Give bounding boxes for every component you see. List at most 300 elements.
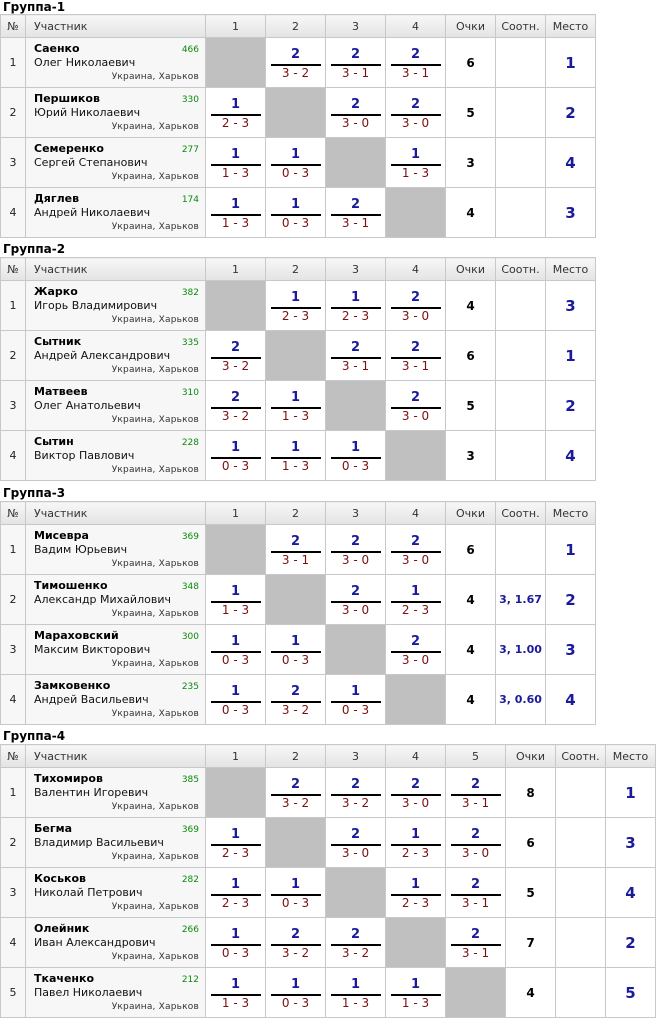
match-points: 1 — [230, 584, 241, 599]
player-rating: 174 — [181, 195, 199, 205]
points-value: 6 — [506, 818, 556, 868]
player-cell — [26, 768, 206, 818]
ratio-value — [496, 431, 546, 481]
player-last-name[interactable]: Олейник — [34, 922, 90, 935]
self-match-cell — [206, 768, 266, 818]
self-match-cell — [206, 38, 266, 88]
row-number: 1 — [1, 38, 26, 88]
self-match-cell — [326, 625, 386, 675]
player-location: Украина, Харьков — [111, 852, 199, 862]
match-points: 2 — [350, 197, 361, 212]
match-result[interactable] — [266, 431, 326, 481]
player-last-name[interactable]: Тимошенко — [34, 579, 108, 592]
place-value: 1 — [546, 38, 596, 88]
header-ratio: Соотн. — [496, 502, 546, 525]
match-score: 3 - 1 — [401, 359, 430, 373]
row-number: 3 — [1, 138, 26, 188]
player-cell — [26, 138, 206, 188]
player-last-name[interactable]: Сытник — [34, 335, 82, 348]
ratio-value: 3, 1.67 — [496, 575, 546, 625]
header-opponent-col: 3 — [326, 502, 386, 525]
player-location: Украина, Харьков — [111, 465, 199, 475]
match-score: 3 - 2 — [281, 946, 310, 960]
match-score: 3 - 0 — [401, 409, 430, 423]
match-result[interactable] — [386, 331, 446, 381]
player-location: Украина, Харьков — [111, 72, 199, 82]
place-value: 2 — [606, 918, 656, 968]
self-match-cell — [266, 818, 326, 868]
match-score: 2 - 3 — [401, 603, 430, 617]
player-last-name[interactable]: Сытин — [34, 435, 74, 448]
table-row — [1, 381, 596, 431]
match-result[interactable] — [266, 768, 326, 818]
match-score: 3 - 2 — [281, 66, 310, 80]
match-points: 2 — [410, 47, 421, 62]
match-score: 2 - 3 — [401, 846, 430, 860]
header-points: Очки — [506, 745, 556, 768]
match-points: 2 — [410, 340, 421, 355]
row-number: 1 — [1, 525, 26, 575]
match-score: 3 - 1 — [341, 216, 370, 230]
match-result[interactable] — [266, 918, 326, 968]
table-header — [1, 258, 596, 281]
table-row — [1, 625, 596, 675]
header-opponent-col: 4 — [386, 15, 446, 38]
player-location: Украина, Харьков — [111, 802, 199, 812]
match-points: 2 — [410, 290, 421, 305]
row-number: 5 — [1, 968, 26, 1018]
match-result[interactable] — [326, 918, 386, 968]
table-row — [1, 768, 656, 818]
points-value: 4 — [446, 575, 496, 625]
player-last-name[interactable]: Саенко — [34, 42, 80, 55]
match-result[interactable] — [386, 818, 446, 868]
match-score: 1 - 3 — [221, 166, 250, 180]
match-score: 3 - 1 — [461, 896, 490, 910]
match-points: 1 — [410, 977, 421, 992]
table-row — [1, 38, 596, 88]
row-number: 2 — [1, 575, 26, 625]
table-row — [1, 575, 596, 625]
match-score: 1 - 3 — [341, 996, 370, 1010]
match-score: 3 - 0 — [401, 309, 430, 323]
match-score: 3 - 0 — [341, 116, 370, 130]
match-result[interactable] — [326, 281, 386, 331]
match-result[interactable] — [386, 38, 446, 88]
table-header — [1, 15, 596, 38]
ratio-value — [496, 525, 546, 575]
player-location: Украина, Харьков — [111, 609, 199, 619]
header-participant: Участник — [26, 258, 206, 281]
row-number: 2 — [1, 88, 26, 138]
match-result[interactable] — [206, 88, 266, 138]
match-score: 1 - 3 — [281, 459, 310, 473]
ratio-value — [556, 868, 606, 918]
points-value: 5 — [446, 88, 496, 138]
match-result[interactable] — [326, 818, 386, 868]
header-place: Место — [546, 15, 596, 38]
match-result[interactable] — [326, 188, 386, 238]
match-score: 1 - 3 — [221, 216, 250, 230]
row-number: 4 — [1, 188, 26, 238]
match-score: 3 - 2 — [281, 796, 310, 810]
match-result[interactable] — [326, 431, 386, 481]
points-value: 4 — [446, 281, 496, 331]
match-points: 1 — [230, 97, 241, 112]
table-row — [1, 675, 596, 725]
self-match-cell — [446, 968, 506, 1018]
player-location: Украина, Харьков — [111, 172, 199, 182]
header-participant: Участник — [26, 502, 206, 525]
group-table — [0, 501, 596, 725]
match-points: 1 — [290, 290, 301, 305]
match-score: 3 - 0 — [341, 603, 370, 617]
header-opponent-col: 3 — [326, 745, 386, 768]
player-rating: 382 — [181, 288, 199, 298]
match-points: 1 — [350, 684, 361, 699]
table-row — [1, 818, 656, 868]
match-points: 2 — [350, 584, 361, 599]
place-value: 3 — [546, 281, 596, 331]
player-location: Украина, Харьков — [111, 122, 199, 132]
match-points: 2 — [350, 827, 361, 842]
header-opponent-col: 3 — [326, 15, 386, 38]
table-row — [1, 868, 656, 918]
place-value: 3 — [606, 818, 656, 868]
match-result[interactable] — [386, 968, 446, 1018]
table-row — [1, 431, 596, 481]
player-last-name[interactable]: Замковенко — [34, 679, 111, 692]
player-rating: 330 — [181, 95, 199, 105]
header-participant: Участник — [26, 745, 206, 768]
row-number: 1 — [1, 768, 26, 818]
player-rating: 282 — [181, 875, 199, 885]
self-match-cell — [266, 331, 326, 381]
match-result[interactable] — [266, 38, 326, 88]
match-score: 0 - 3 — [281, 996, 310, 1010]
player-last-name[interactable]: Першиков — [34, 92, 100, 105]
match-result[interactable] — [386, 381, 446, 431]
player-rating: 335 — [181, 338, 199, 348]
table-row — [1, 331, 596, 381]
match-result[interactable] — [266, 138, 326, 188]
place-value: 1 — [606, 768, 656, 818]
match-score: 3 - 2 — [281, 703, 310, 717]
match-points: 2 — [410, 634, 421, 649]
header-opponent-col: 1 — [206, 258, 266, 281]
match-score: 0 - 3 — [281, 896, 310, 910]
match-result[interactable] — [206, 138, 266, 188]
match-points: 1 — [230, 440, 241, 455]
match-result[interactable] — [206, 918, 266, 968]
match-result[interactable] — [266, 525, 326, 575]
header-num: № — [1, 745, 26, 768]
ratio-value — [496, 188, 546, 238]
header-points: Очки — [446, 15, 496, 38]
header-num: № — [1, 258, 26, 281]
match-result[interactable] — [266, 625, 326, 675]
match-points: 1 — [230, 147, 241, 162]
player-first-name: Валентин Игоревич — [34, 786, 149, 799]
match-points: 1 — [290, 977, 301, 992]
match-points: 1 — [290, 440, 301, 455]
player-last-name[interactable]: Дяглев — [34, 192, 80, 205]
player-location: Украина, Харьков — [111, 222, 199, 232]
ratio-value — [496, 381, 546, 431]
match-result[interactable] — [386, 575, 446, 625]
match-score: 1 - 3 — [221, 603, 250, 617]
self-match-cell — [326, 138, 386, 188]
match-result[interactable] — [326, 675, 386, 725]
player-last-name[interactable]: Мисевра — [34, 529, 89, 542]
self-match-cell — [386, 675, 446, 725]
match-result[interactable] — [206, 188, 266, 238]
match-score: 3 - 1 — [461, 946, 490, 960]
match-result[interactable] — [266, 381, 326, 431]
group-table — [0, 744, 656, 1018]
player-last-name[interactable]: Ткаченко — [34, 972, 95, 985]
ratio-value — [556, 768, 606, 818]
match-score: 0 - 3 — [341, 459, 370, 473]
match-result[interactable] — [326, 525, 386, 575]
match-points: 2 — [290, 927, 301, 942]
match-points: 2 — [350, 777, 361, 792]
match-result[interactable] — [446, 918, 506, 968]
match-points: 1 — [410, 877, 421, 892]
match-points: 2 — [410, 534, 421, 549]
player-first-name: Олег Анатольевич — [34, 399, 141, 412]
points-value: 6 — [446, 38, 496, 88]
match-points: 1 — [410, 827, 421, 842]
points-value: 4 — [506, 968, 556, 1018]
player-cell — [26, 968, 206, 1018]
match-points: 2 — [350, 927, 361, 942]
player-last-name[interactable]: Жарко — [34, 285, 78, 298]
match-result[interactable] — [266, 868, 326, 918]
player-first-name: Павел Николаевич — [34, 986, 143, 999]
header-opponent-col: 4 — [386, 502, 446, 525]
player-first-name: Николай Петрович — [34, 886, 143, 899]
place-value: 4 — [606, 868, 656, 918]
match-result[interactable] — [386, 525, 446, 575]
player-last-name[interactable]: Мараховский — [34, 629, 119, 642]
match-points: 2 — [410, 97, 421, 112]
self-match-cell — [206, 525, 266, 575]
match-points: 1 — [350, 977, 361, 992]
match-score: 0 - 3 — [281, 653, 310, 667]
match-points: 2 — [290, 684, 301, 699]
table-row — [1, 525, 596, 575]
header-num: № — [1, 15, 26, 38]
player-cell — [26, 675, 206, 725]
match-result[interactable] — [206, 675, 266, 725]
match-score: 1 - 3 — [221, 996, 250, 1010]
ratio-value — [496, 88, 546, 138]
match-points: 1 — [230, 634, 241, 649]
place-value: 3 — [546, 188, 596, 238]
player-cell — [26, 188, 206, 238]
match-points: 2 — [350, 47, 361, 62]
header-opponent-col: 5 — [446, 745, 506, 768]
match-score: 0 - 3 — [281, 166, 310, 180]
player-cell — [26, 381, 206, 431]
player-location: Украина, Харьков — [111, 559, 199, 569]
match-score: 3 - 1 — [401, 66, 430, 80]
place-value: 3 — [546, 625, 596, 675]
ratio-value — [496, 138, 546, 188]
player-first-name: Андрей Васильевич — [34, 693, 149, 706]
match-result[interactable] — [266, 675, 326, 725]
match-result[interactable] — [446, 868, 506, 918]
match-points: 2 — [230, 340, 241, 355]
row-number: 4 — [1, 675, 26, 725]
player-cell — [26, 625, 206, 675]
match-points: 2 — [470, 877, 481, 892]
self-match-cell — [266, 88, 326, 138]
player-cell — [26, 818, 206, 868]
header-place: Место — [606, 745, 656, 768]
match-points: 2 — [470, 827, 481, 842]
player-location: Украина, Харьков — [111, 1002, 199, 1012]
match-points: 1 — [290, 390, 301, 405]
player-rating: 212 — [181, 975, 199, 985]
player-cell — [26, 918, 206, 968]
match-result[interactable] — [446, 768, 506, 818]
header-participant: Участник — [26, 15, 206, 38]
points-value: 6 — [446, 525, 496, 575]
match-points: 2 — [410, 390, 421, 405]
match-result[interactable] — [266, 968, 326, 1018]
player-last-name[interactable]: Семеренко — [34, 142, 104, 155]
header-ratio: Соотн. — [556, 745, 606, 768]
match-score: 3 - 0 — [401, 116, 430, 130]
match-points: 2 — [290, 534, 301, 549]
row-number: 2 — [1, 818, 26, 868]
group-title: Группа-2 — [3, 242, 66, 256]
match-result[interactable] — [386, 281, 446, 331]
match-score: 0 - 3 — [221, 703, 250, 717]
player-first-name: Игорь Владимирович — [34, 299, 158, 312]
match-result[interactable] — [206, 431, 266, 481]
player-rating: 369 — [181, 532, 199, 542]
match-points: 1 — [350, 440, 361, 455]
match-score: 1 - 3 — [401, 996, 430, 1010]
header-opponent-col: 1 — [206, 745, 266, 768]
player-first-name: Сергей Степанович — [34, 156, 148, 169]
match-points: 1 — [290, 877, 301, 892]
match-result[interactable] — [206, 331, 266, 381]
match-result[interactable] — [326, 575, 386, 625]
ratio-value — [496, 281, 546, 331]
header-opponent-col: 2 — [266, 15, 326, 38]
match-result[interactable] — [266, 281, 326, 331]
player-rating: 310 — [181, 388, 199, 398]
match-result[interactable] — [206, 868, 266, 918]
header-points: Очки — [446, 258, 496, 281]
player-last-name[interactable]: Тихомиров — [34, 772, 103, 785]
row-number: 3 — [1, 381, 26, 431]
match-points: 1 — [290, 634, 301, 649]
match-points: 2 — [350, 534, 361, 549]
place-value: 2 — [546, 575, 596, 625]
player-rating: 385 — [181, 775, 199, 785]
match-result[interactable] — [206, 818, 266, 868]
points-value: 3 — [446, 138, 496, 188]
match-score: 3 - 2 — [221, 409, 250, 423]
match-result[interactable] — [326, 88, 386, 138]
player-first-name: Юрий Николаевич — [34, 106, 141, 119]
row-number: 2 — [1, 331, 26, 381]
match-score: 3 - 0 — [401, 553, 430, 567]
self-match-cell — [206, 281, 266, 331]
player-first-name: Александр Михайлович — [34, 593, 171, 606]
match-result[interactable] — [446, 818, 506, 868]
header-points: Очки — [446, 502, 496, 525]
match-result[interactable] — [386, 868, 446, 918]
match-score: 3 - 0 — [401, 653, 430, 667]
match-score: 2 - 3 — [341, 309, 370, 323]
match-points: 2 — [350, 97, 361, 112]
player-rating: 228 — [181, 438, 199, 448]
match-result[interactable] — [266, 188, 326, 238]
ratio-value: 3, 0.60 — [496, 675, 546, 725]
player-last-name[interactable]: Коськов — [34, 872, 87, 885]
player-location: Украина, Харьков — [111, 709, 199, 719]
match-points: 2 — [290, 777, 301, 792]
match-result[interactable] — [326, 331, 386, 381]
match-result[interactable] — [206, 381, 266, 431]
match-points: 2 — [410, 777, 421, 792]
group-title: Группа-1 — [3, 0, 66, 14]
match-result[interactable] — [206, 968, 266, 1018]
match-result[interactable] — [386, 88, 446, 138]
player-location: Украина, Харьков — [111, 365, 199, 375]
place-value: 4 — [546, 431, 596, 481]
player-rating: 466 — [181, 45, 199, 55]
match-result[interactable] — [326, 38, 386, 88]
player-last-name[interactable]: Матвеев — [34, 385, 88, 398]
player-location: Украина, Харьков — [111, 902, 199, 912]
match-points: 1 — [230, 684, 241, 699]
player-first-name: Владимир Васильевич — [34, 836, 164, 849]
match-result[interactable] — [386, 768, 446, 818]
row-number: 1 — [1, 281, 26, 331]
match-points: 1 — [230, 877, 241, 892]
match-points: 1 — [230, 927, 241, 942]
group-title: Группа-3 — [3, 486, 66, 500]
match-result[interactable] — [206, 625, 266, 675]
match-score: 2 - 3 — [221, 116, 250, 130]
player-first-name: Виктор Павлович — [34, 449, 135, 462]
match-score: 3 - 0 — [341, 846, 370, 860]
row-number: 3 — [1, 625, 26, 675]
player-rating: 235 — [181, 682, 199, 692]
match-points: 1 — [350, 290, 361, 305]
place-value: 4 — [546, 675, 596, 725]
match-score: 3 - 0 — [401, 796, 430, 810]
player-last-name[interactable]: Бегма — [34, 822, 73, 835]
match-points: 1 — [290, 197, 301, 212]
place-value: 2 — [546, 381, 596, 431]
match-result[interactable] — [386, 625, 446, 675]
group-table — [0, 257, 596, 481]
match-result[interactable] — [326, 768, 386, 818]
match-result[interactable] — [206, 575, 266, 625]
match-points: 2 — [230, 390, 241, 405]
match-result[interactable] — [326, 968, 386, 1018]
match-result[interactable] — [386, 138, 446, 188]
match-score: 0 - 3 — [221, 459, 250, 473]
